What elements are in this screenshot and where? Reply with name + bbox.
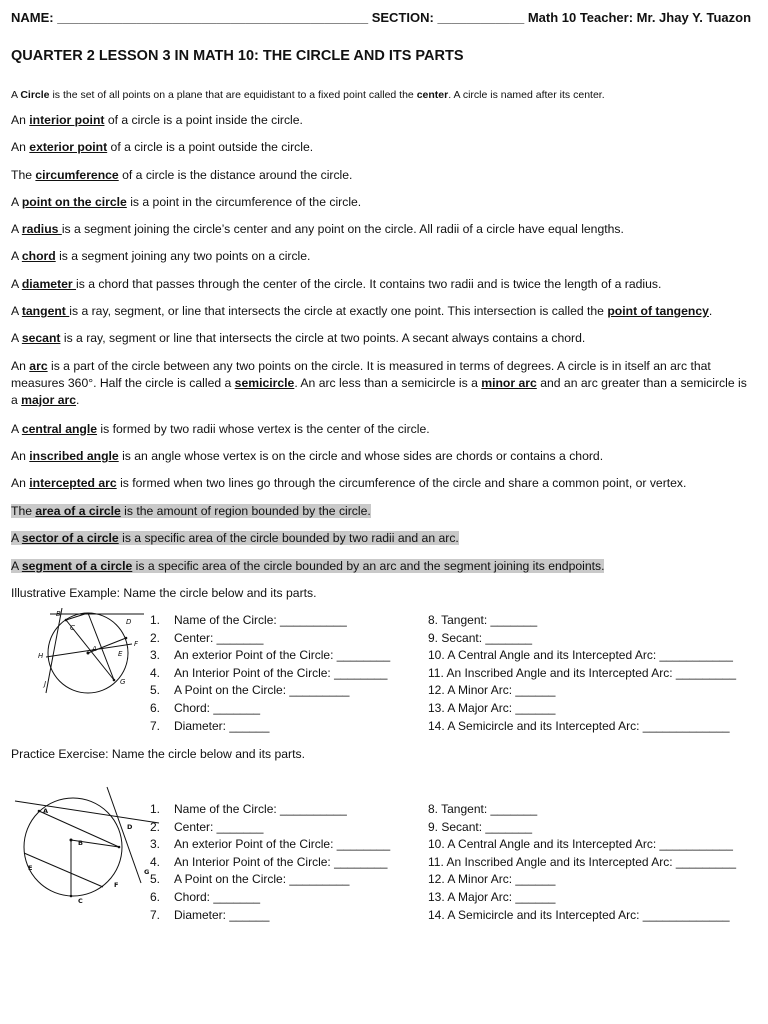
question-item: 3. An exterior Point of the Circle: ________ (150, 837, 391, 852)
definition-diameter: A diameter is a chord that passes through the center of the circle. It contains two radii and is twice the length of a radius. (11, 277, 662, 291)
question-item: 11. An Inscribed Angle and its Intercepted Arc: _________ (428, 665, 736, 680)
definition-central-angle: A central angle is formed by two radii whose vertex is the center of the circle. (11, 422, 430, 436)
question-item: 1. Name of the Circle: __________ (150, 802, 347, 816)
definition-arc: An arc is a part of the circle between any two points on the circle. It is measured in terms of degrees. A circle is in itself an arc that measures 360°. Half the circle is called a semicircle. An arc less than a semicircle is a minor arc and an arc greater than a semicircle is a major arc. (11, 359, 747, 407)
definition-radius: A radius is a segment joining the circle’s center and any point on the circle. All radii of a circle have equal lengths. (11, 222, 624, 236)
question-item: 9. Secant: _______ (428, 630, 533, 645)
question-item: 4. An Interior Point of the Circle: ________ (150, 665, 388, 680)
question-item: 8. Tangent: _______ (428, 613, 538, 627)
question-item: 1. Name of the Circle: __________ (150, 613, 347, 627)
question-item: 10. A Central Angle and its Intercepted Arc: ___________ (428, 648, 733, 663)
secant-line (15, 801, 159, 823)
question-item: 5. A Point on the Circle: _________ (150, 683, 350, 698)
question-item: 3. An exterior Point of the Circle: ________ (150, 648, 391, 663)
question-item: 2. Center: _______ (150, 630, 264, 645)
chord-ef (24, 853, 103, 887)
question-item: 9. Secant: _______ (428, 819, 533, 834)
label-f: F (114, 881, 119, 889)
label-f: F (134, 640, 139, 648)
question-item: 4. An Interior Point of the Circle: ________ (150, 854, 388, 869)
definition-segment: A segment of a circle is a specific area of the circle bounded by an arc and the segment joining its endpoints. (11, 559, 605, 573)
tangent-line (107, 787, 141, 883)
question-item: 8. Tangent: _______ (428, 802, 538, 816)
label-c: C (78, 897, 83, 905)
illustrative-questions-left (150, 612, 390, 735)
question-item: 13. A Major Arc: ______ (428, 889, 556, 904)
label-d: D (127, 823, 133, 831)
label-g: G (144, 868, 150, 876)
name-section-header: NAME: ___________________________________________ SECTION: ____________ Math 10 Teacher: Mr. Jhay Y. Tuazon (11, 10, 752, 25)
question-item: 6. Chord: _______ (150, 889, 261, 904)
label-j: J (44, 680, 47, 688)
question-item: 6. Chord: _______ (150, 700, 261, 715)
question-item: 12. A Minor Arc: ______ (428, 683, 556, 698)
definition-circumference: The circumference of a circle is the distance around the circle. (11, 168, 353, 182)
label-a: A (92, 645, 97, 653)
label-e: E (28, 864, 33, 872)
label-e: E (118, 650, 123, 658)
question-item: 10. A Central Angle and its Intercepted Arc: ___________ (428, 837, 733, 852)
label-a: A (43, 807, 49, 815)
question-item: 12. A Minor Arc: ______ (428, 872, 556, 887)
question-item: 11. An Inscribed Angle and its Intercepted Arc: _________ (428, 854, 736, 869)
definition-sector: A sector of a circle is a specific area of the circle bounded by two radii and an arc. (11, 531, 459, 545)
label-b: B (56, 610, 61, 618)
definition-inscribed-angle: An inscribed angle is an angle whose vertex is on the circle and whose sides are chords or contains a chord. (11, 449, 604, 463)
definition-point-on-circle: A point on the circle is a point in the circumference of the circle. (11, 195, 362, 209)
definition-chord: A chord is a segment joining any two points on a circle. (11, 249, 311, 263)
practice-circle-diagram (11, 785, 161, 910)
page-title: QUARTER 2 LESSON 3 IN MATH 10: THE CIRCLE AND ITS PARTS (11, 48, 464, 64)
practice-questions-right (428, 801, 736, 924)
question-item: 7. Diameter: ______ (150, 907, 270, 922)
definition-exterior-point: An exterior point of a circle is a point outside the circle. (11, 140, 314, 154)
definition-interior-point: An interior point of a circle is a point inside the circle. (11, 113, 303, 127)
definition-tangent: A tangent is a ray, segment, or line that intersects the circle at exactly one point. This intersection is called the point of tangency. (11, 304, 713, 318)
definition-area-of-circle: The area of a circle is the amount of region bounded by the circle. (11, 504, 371, 518)
label-g: G (120, 678, 126, 686)
label-d: D (126, 618, 132, 626)
question-item: 13. A Major Arc: ______ (428, 700, 556, 715)
illustrative-questions-right (428, 612, 736, 735)
practice-questions-left (150, 801, 390, 924)
circle-outline (24, 798, 122, 896)
definition-intercepted-arc: An intercepted arc is formed when two lines go through the circumference of the circle and share a common point, or vertex. (11, 476, 687, 490)
illustrative-circle-diagram (36, 608, 156, 698)
definition-secant: A secant is a ray, segment or line that intersects the circle at two points. A secant always contains a chord. (11, 331, 586, 345)
label-c: C (70, 624, 75, 632)
illustrative-heading: Illustrative Example: Name the circle below and its parts. (11, 586, 317, 600)
practice-heading: Practice Exercise: Name the circle below and its parts. (11, 747, 305, 761)
label-h: H (38, 652, 44, 660)
question-item: 2. Center: _______ (150, 819, 264, 834)
label-b: B (78, 839, 83, 847)
question-item: 14. A Semicircle and its Intercepted Arc: _____________ (428, 718, 730, 733)
question-item: 14. A Semicircle and its Intercepted Arc: _____________ (428, 907, 730, 922)
question-item: 7. Diameter: ______ (150, 718, 270, 733)
question-item: 5. A Point on the Circle: _________ (150, 872, 350, 887)
definition-circle: A Circle is the set of all points on a plane that are equidistant to a fixed point called the center. A circle is named after its center. (11, 89, 605, 101)
